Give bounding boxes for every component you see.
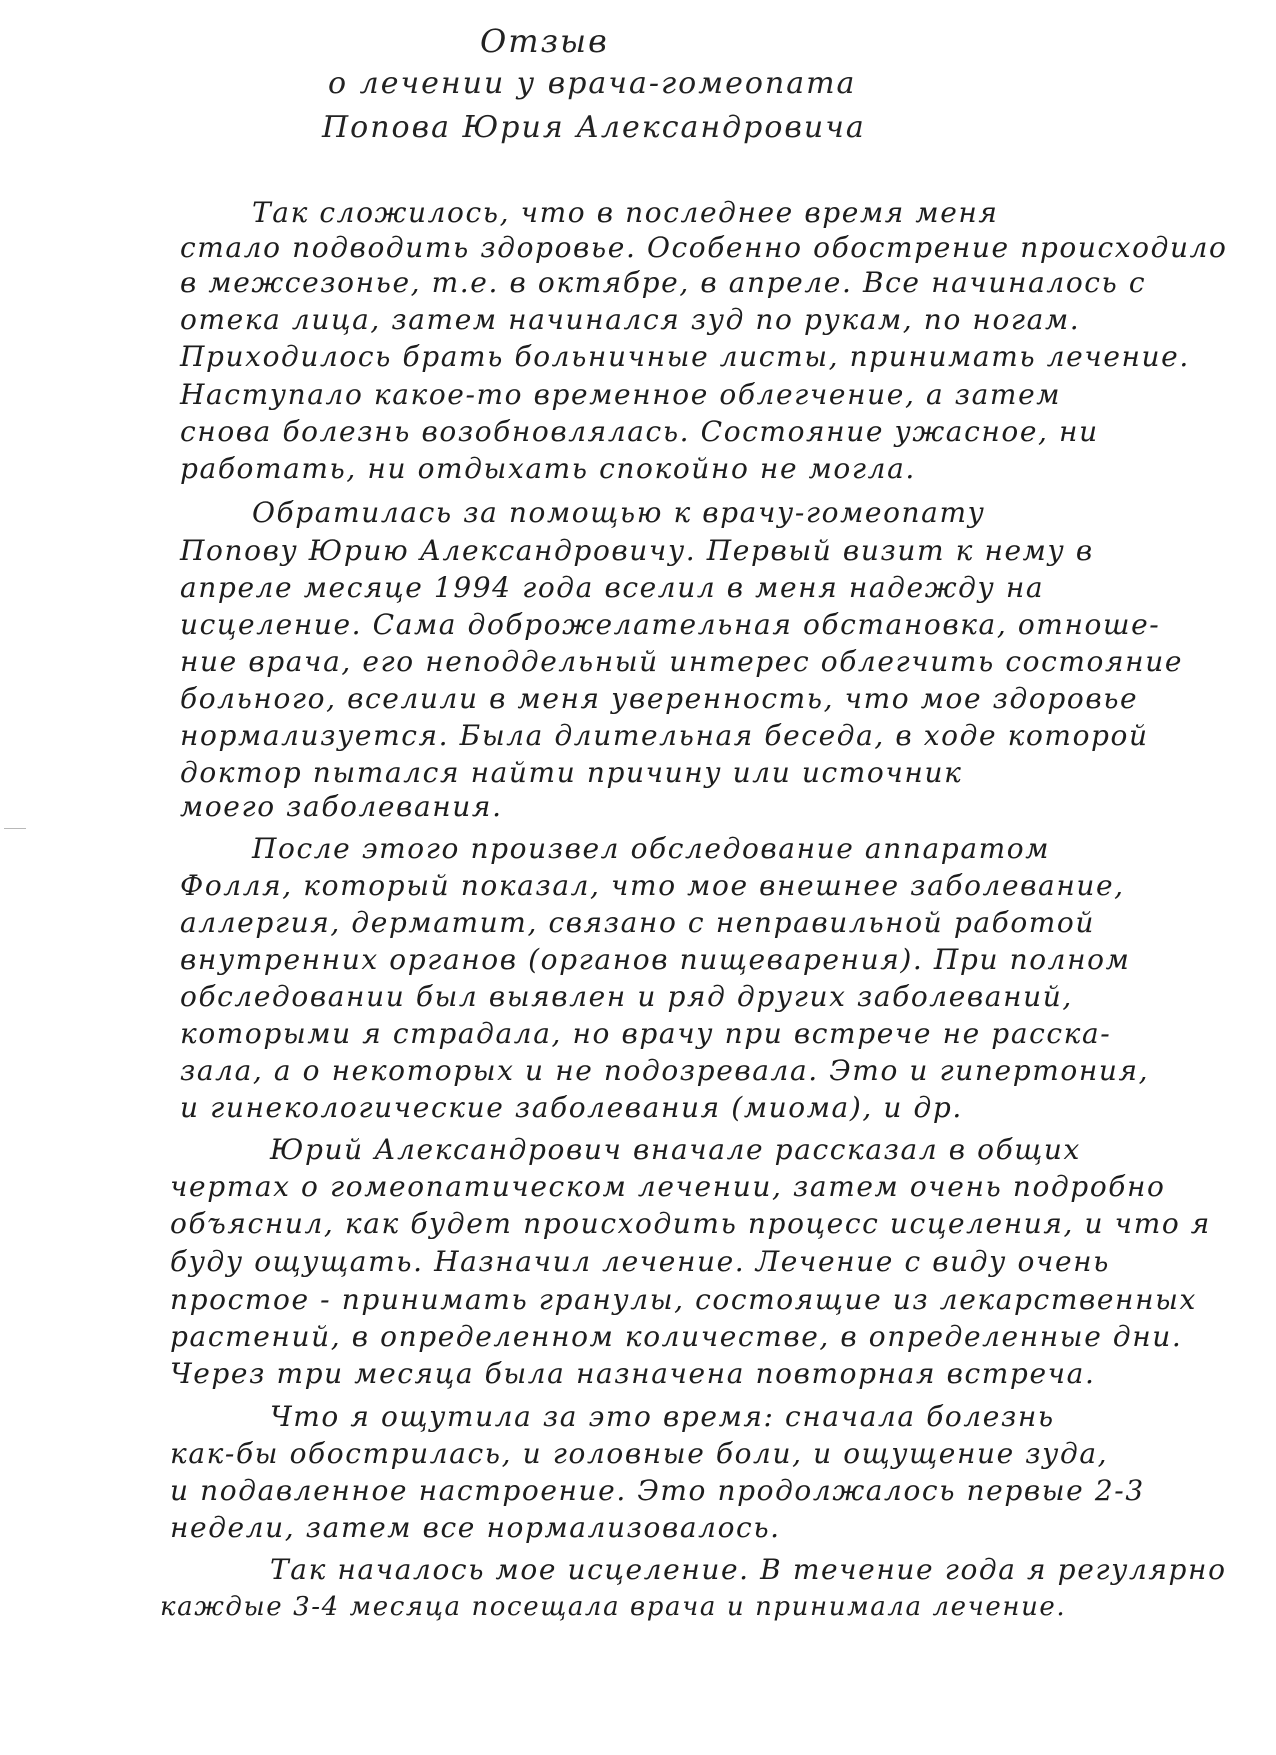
body-line: Обратилась за помощью к врачу-гомеопату bbox=[252, 496, 986, 529]
body-line: растений, в определенном количестве, в определенные дни. bbox=[170, 1320, 1183, 1353]
body-line: и подавленное настроение. Это продолжалось первые 2-3 bbox=[170, 1474, 1145, 1507]
body-line: Наступало какое-то временное облегчение, а затем bbox=[180, 378, 1062, 411]
body-line: апреле месяце 1994 года вселил в меня надежду на bbox=[180, 571, 1045, 604]
body-line: Так началось мое исцеление. В течение года я регулярно bbox=[270, 1553, 1227, 1586]
body-line: Что я ощутила за это время: сначала болезнь bbox=[270, 1400, 1055, 1433]
body-line: После этого произвел обследование аппаратом bbox=[252, 832, 1051, 865]
body-line: моего заболевания. bbox=[180, 790, 503, 823]
body-line: исцеление. Сама доброжелательная обстановка, отноше- bbox=[180, 608, 1161, 641]
body-line: работать, ни отдыхать спокойно не могла. bbox=[180, 452, 916, 485]
body-line: Юрий Александрович вначале рассказал в общих bbox=[270, 1133, 1081, 1166]
body-line: простое - принимать гранулы, состоящие из лекарственных bbox=[170, 1283, 1197, 1316]
body-line: стало подводить здоровье. Особенно обострение происходило bbox=[180, 231, 1228, 264]
body-line: обследовании был выявлен и ряд других заболеваний, bbox=[180, 980, 1073, 1013]
body-line: больного, вселили в меня уверенность, что мое здоровье bbox=[180, 682, 1139, 715]
body-line: отека лица, затем начинался зуд по рукам, по ногам. bbox=[180, 303, 1081, 336]
body-line: ние врача, его неподдельный интерес облегчить состояние bbox=[180, 645, 1184, 678]
body-line: Так сложилось, что в последнее время меня bbox=[252, 196, 999, 229]
heading-title: Отзыв bbox=[480, 22, 609, 60]
margin-mark-left bbox=[4, 828, 26, 829]
body-line: каждые 3-4 месяца посещала врача и принимала лечение. bbox=[160, 1592, 1067, 1622]
body-line: Через три месяца была назначена повторная встреча. bbox=[170, 1357, 1096, 1390]
body-line: буду ощущать. Назначил лечение. Лечение с виду очень bbox=[170, 1245, 1111, 1278]
body-line: как-бы обострилась, и головные боли, и ощущение зуда, bbox=[170, 1437, 1109, 1470]
body-line: Приходилось брать больничные листы, принимать лечение. bbox=[180, 340, 1190, 373]
body-line: недели, затем все нормализовалось. bbox=[170, 1511, 781, 1544]
body-line: зала, а о некоторых и не подозревала. Это и гипертония, bbox=[180, 1054, 1150, 1087]
body-line: в межсезонье, т.е. в октябре, в апреле. Все начиналось с bbox=[180, 266, 1147, 299]
body-line: Фолля, который показал, что мое внешнее заболевание, bbox=[180, 869, 1125, 902]
body-line: объяснил, как будет происходить процесс исцеления, и что я bbox=[170, 1207, 1211, 1240]
heading-subtitle: о лечении у врача-гомеопата bbox=[328, 66, 857, 101]
body-line: которыми я страдала, но врачу при встрече не расска- bbox=[180, 1017, 1112, 1050]
body-line: чертах о гомеопатическом лечении, затем очень подробно bbox=[170, 1170, 1166, 1203]
body-line: Попову Юрию Александровичу. Первый визит к нему в bbox=[180, 534, 1094, 567]
body-line: внутренних органов (органов пищеварения). При полном bbox=[180, 943, 1131, 976]
body-line: аллергия, дерматит, связано с неправильной работой bbox=[180, 906, 1096, 939]
body-line: доктор пытался найти причину или источник bbox=[180, 756, 963, 789]
body-line: и гинекологические заболевания (миома), и др. bbox=[180, 1091, 963, 1124]
heading-doctor-name: Попова Юрия Александровича bbox=[322, 110, 866, 145]
body-line: снова болезнь возобновлялась. Состояние ужасное, ни bbox=[180, 415, 1099, 448]
body-line: нормализуется. Была длительная беседа, в ходе которой bbox=[180, 719, 1149, 752]
